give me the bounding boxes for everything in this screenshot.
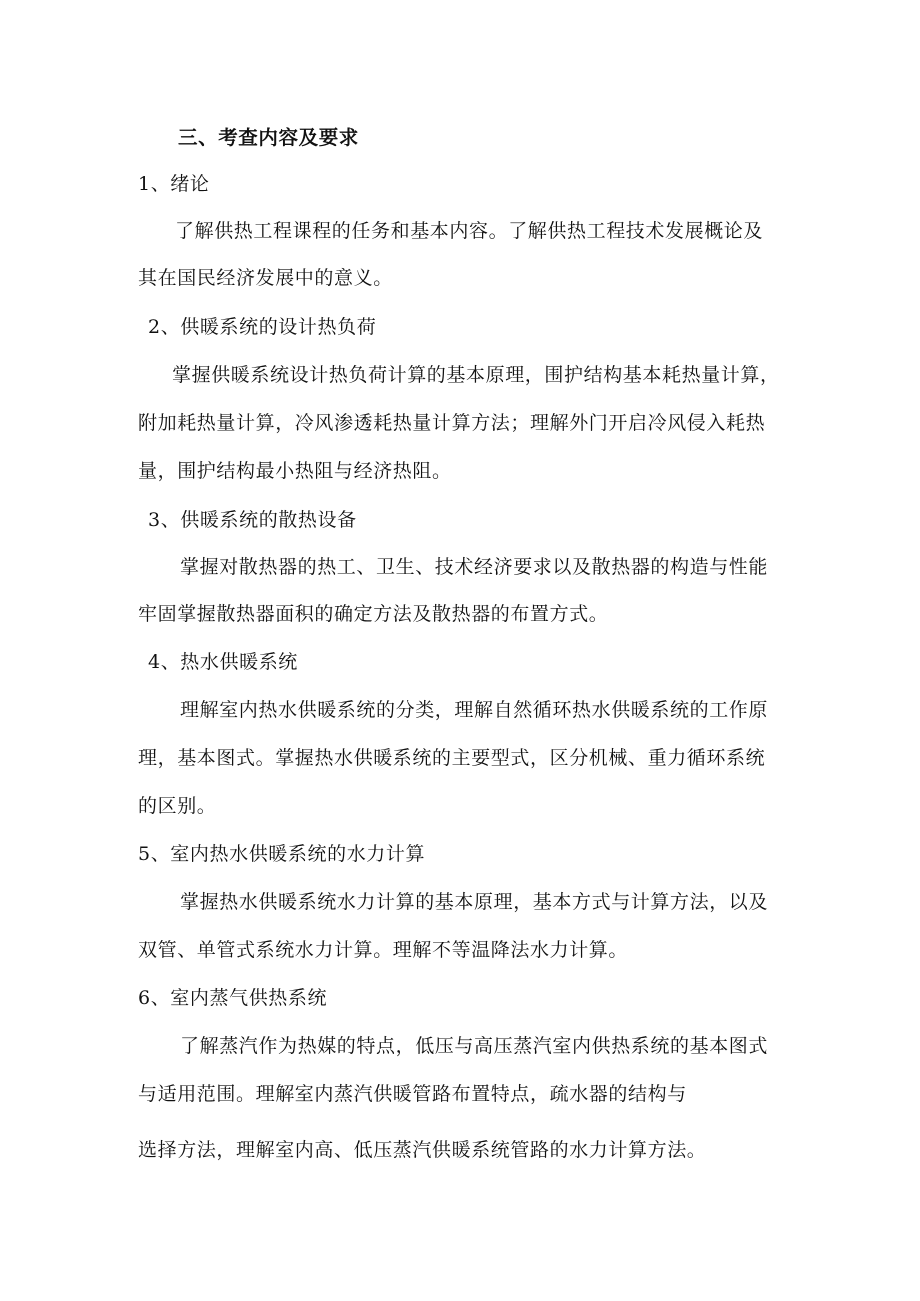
topic-2-line-1: 掌握供暖系统设计热负荷计算的基本原理，围护结构基本耗热量计算， (172, 364, 780, 386)
topic-6-line-3: 选择方法，理解室内高、低压蒸汽供暖系统管路的水力计算方法。 (138, 1139, 707, 1161)
topic-4-heading: 4、热水供暖系统 (148, 651, 298, 673)
topic-2-heading: 2、供暖系统的设计热负荷 (148, 316, 377, 338)
topic-4-line-3: 的区别。 (138, 795, 217, 817)
topic-5-line-1: 掌握热水供暖系统水力计算的基本原理，基本方式与计算方法，以及 (180, 891, 769, 913)
topic-2-line-2: 附加耗热量计算，冷风渗透耗热量计算方法；理解外门开启冷风侵入耗热 (138, 412, 766, 434)
topic-3-line-1: 掌握对散热器的热工、卫生、技术经济要求以及散热器的构造与性能 (180, 556, 769, 578)
topic-6-line-1: 了解蒸汽作为热媒的特点，低压与高压蒸汽室内供热系统的基本图式 (180, 1035, 769, 1057)
topic-1-line-1: 了解供热工程课程的任务和基本内容。了解供热工程技术发展概论及 (175, 220, 764, 242)
topic-4-line-2: 理，基本图式。掌握热水供暖系统的主要型式，区分机械、重力循环系统 (138, 747, 766, 769)
topic-3-line-2: 牢固掌握散热器面积的确定方法及散热器的布置方式。 (138, 603, 609, 625)
topic-4-line-1: 理解室内热水供暖系统的分类，理解自然循环热水供暖系统的工作原 (180, 699, 769, 721)
topic-6-line-2: 与适用范围。理解室内蒸汽供暖管路布置特点，疏水器的结构与 (138, 1083, 687, 1105)
topic-5-heading: 5、室内热水供暖系统的水力计算 (138, 843, 426, 865)
topic-1-line-2: 其在国民经济发展中的意义。 (138, 267, 393, 289)
topic-5-line-2: 双管、单管式系统水力计算。理解不等温降法水力计算。 (138, 939, 629, 961)
topic-2-line-3: 量，围护结构最小热阻与经济热阻。 (138, 460, 452, 482)
topic-6-heading: 6、室内蒸气供热系统 (138, 987, 328, 1009)
topic-3-heading: 3、供暖系统的散热设备 (148, 509, 357, 531)
topic-1-heading: 1、绪论 (138, 173, 210, 195)
section-title: 三、考查内容及要求 (178, 126, 359, 149)
